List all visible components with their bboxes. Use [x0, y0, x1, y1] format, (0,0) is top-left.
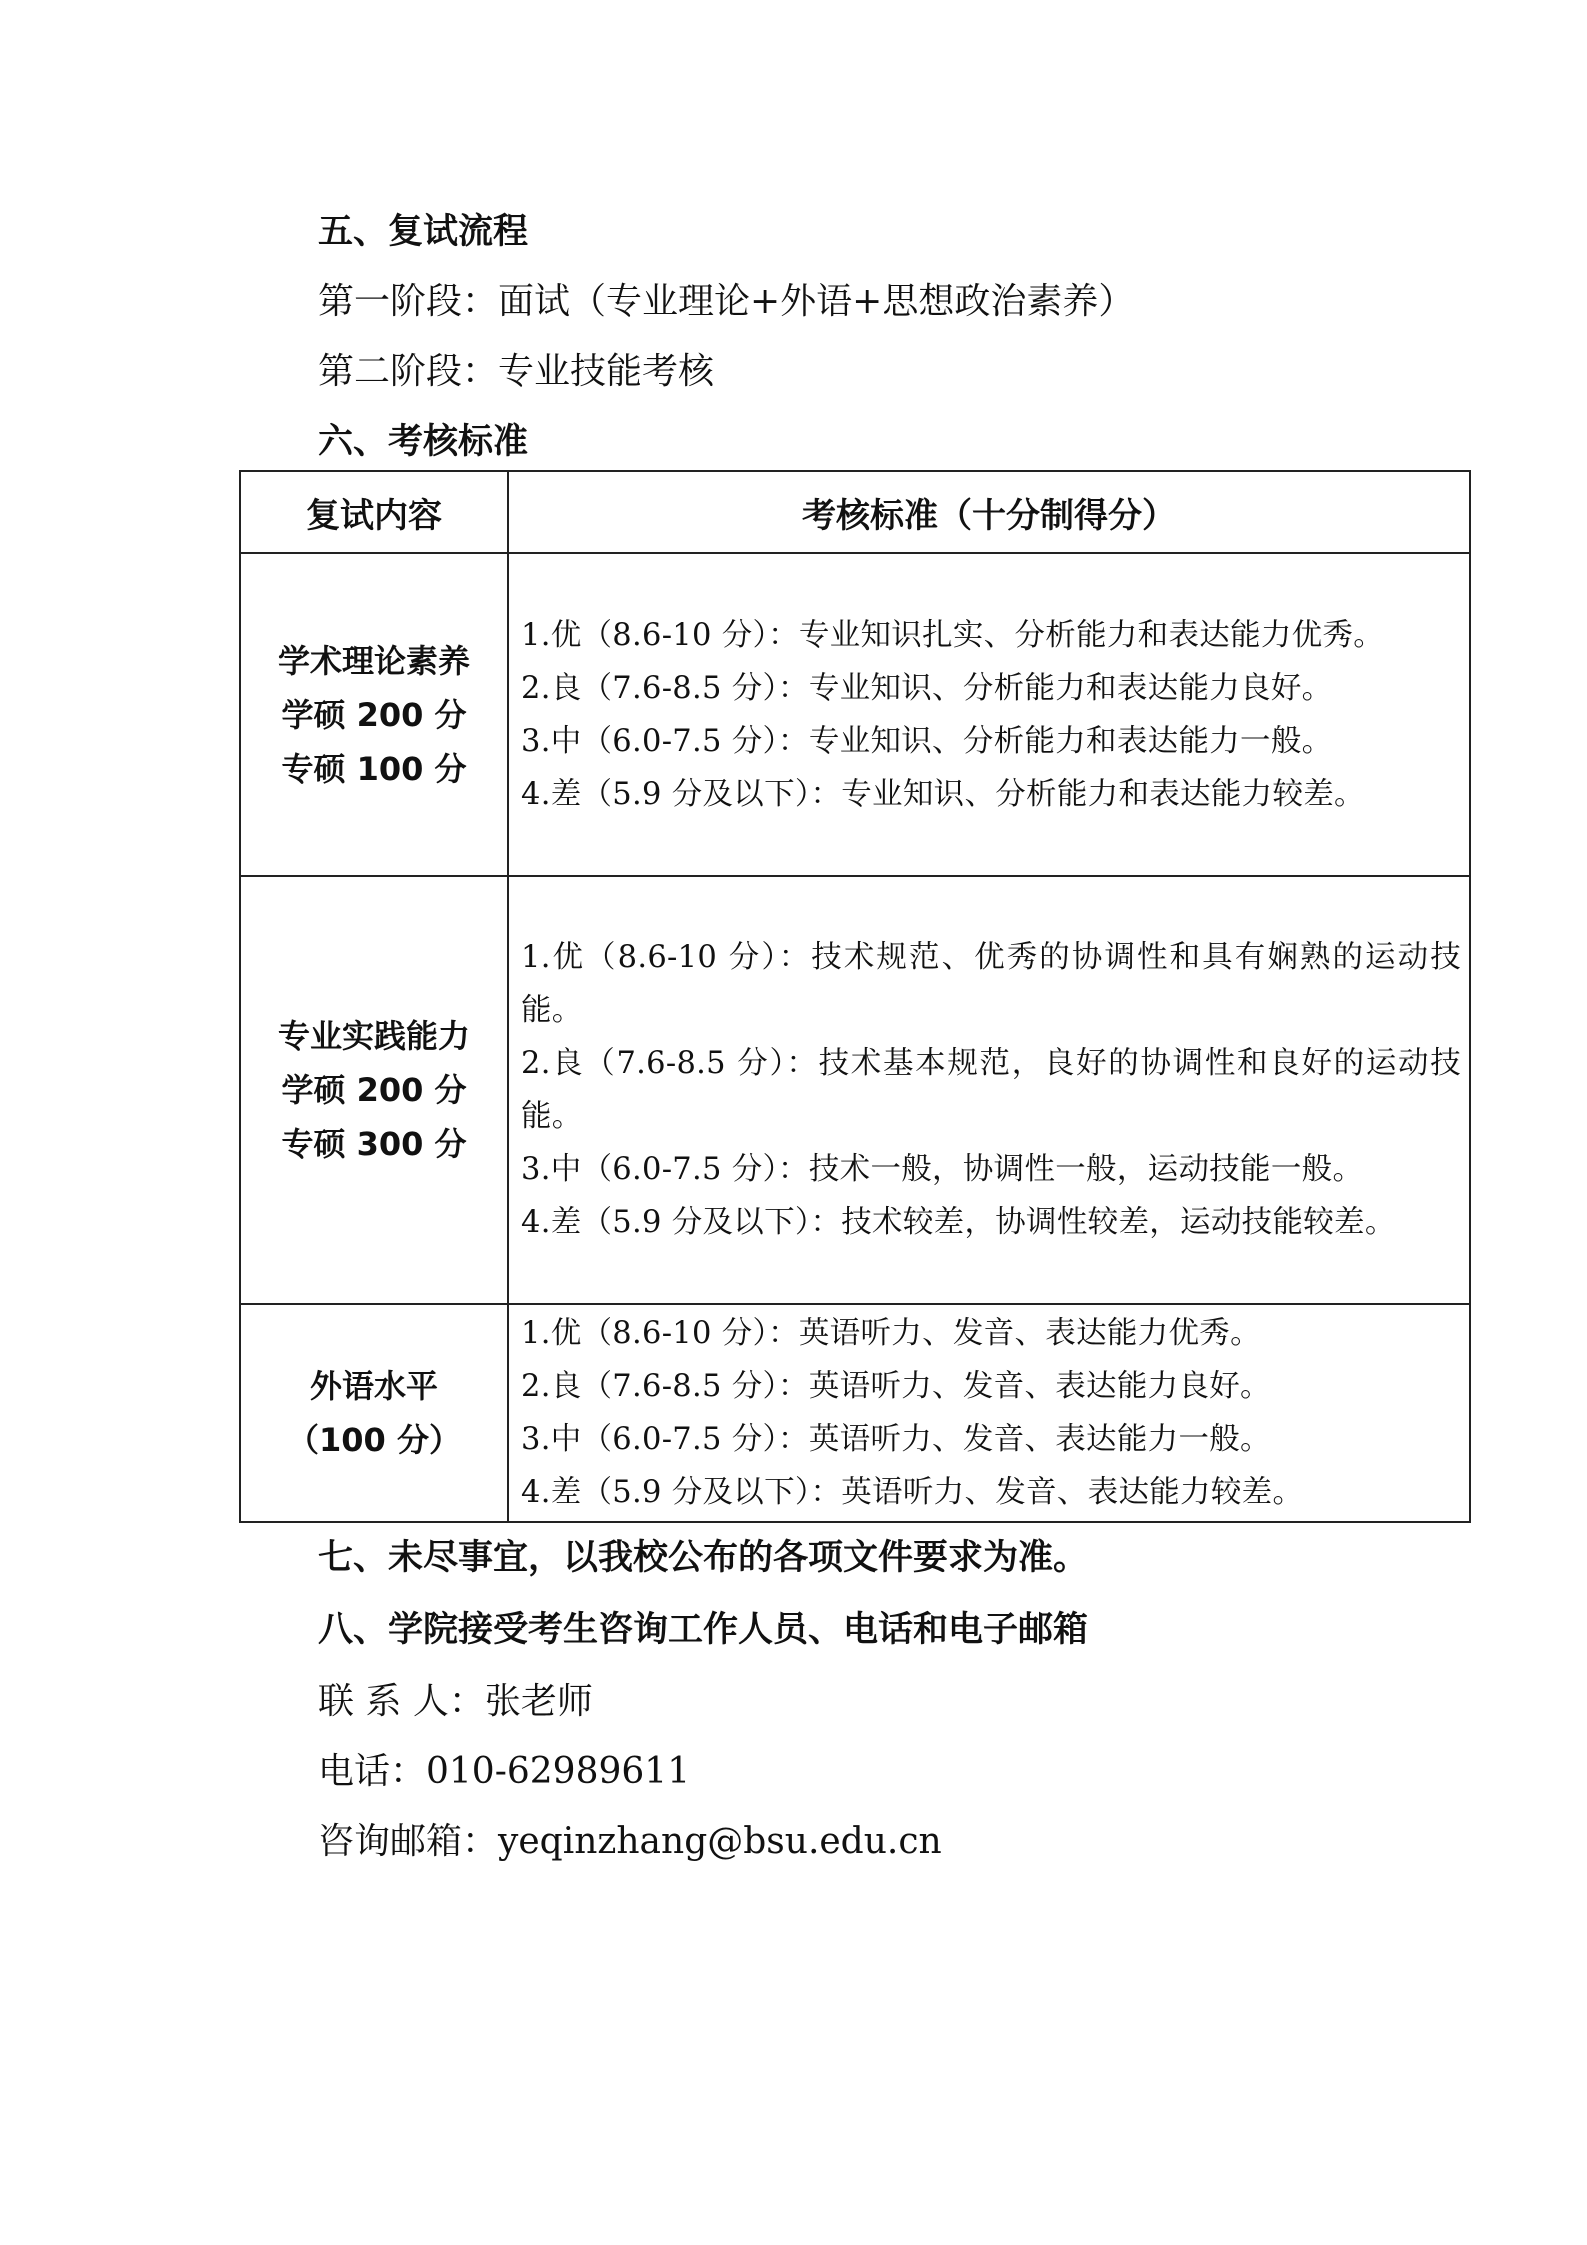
- table-row: [240, 553, 1470, 876]
- section-8-title: 八、学院接受考生咨询工作人员、电话和电子邮箱: [318, 1610, 1089, 1650]
- category-title: 学术理论素养: [277, 641, 470, 680]
- section-5-title: 五、复试流程: [318, 212, 529, 252]
- category-title: 专业实践能力: [277, 1017, 470, 1055]
- criteria-item: 1.优（8.6-10 分）：技术规范、优秀的协调性和具有娴熟的运动技能。: [521, 940, 1461, 1028]
- criteria-cell: [508, 1304, 1470, 1522]
- contact-email: 咨询邮箱：yeqinzhang@bsu.edu.cn: [318, 1821, 942, 1862]
- assessment-standards-table: [239, 470, 1471, 1523]
- table-header-row: [240, 471, 1470, 553]
- criteria-item: 4.差（5.9 分及以下）：技术较差，协调性较差，运动技能较差。: [521, 1205, 1396, 1240]
- section-5-stage-2: 第二阶段：专业技能考核: [318, 351, 715, 392]
- criteria-item: 1.优（8.6-10 分）：专业知识扎实、分析能力和表达能力优秀。: [521, 617, 1385, 653]
- criteria-item: 3.中（6.0-7.5 分）：专业知识、分析能力和表达能力一般。: [521, 723, 1333, 759]
- category-cell: [240, 876, 508, 1304]
- criteria-item: 4.差（5.9 分及以下）：英语听力、发音、表达能力较差。: [521, 1475, 1304, 1510]
- contact-phone: 电话：010-62989611: [318, 1751, 691, 1792]
- section-6-title: 六、考核标准: [318, 422, 529, 462]
- criteria-item: 1.优（8.6-10 分）：英语听力、发音、表达能力优秀。: [521, 1316, 1261, 1351]
- category-score: 学硕 200 分: [281, 695, 467, 734]
- category-cell: [240, 1304, 508, 1522]
- criteria-item: 2.良（7.6-8.5 分）：专业知识、分析能力和表达能力良好。: [521, 670, 1333, 706]
- criteria-item: 3.中（6.0-7.5 分）：英语听力、发音、表达能力一般。: [521, 1422, 1271, 1457]
- category-score: 专硕 100 分: [281, 749, 467, 788]
- criteria-cell: [508, 553, 1470, 876]
- contact-person: 联 系 人：张老师: [318, 1681, 593, 1722]
- table-row: [240, 876, 1470, 1304]
- criteria-item: 3.中（6.0-7.5 分）：技术一般，协调性一般，运动技能一般。: [521, 1152, 1364, 1187]
- criteria-item: 2.良（7.6-8.5 分）：英语听力、发音、表达能力良好。: [521, 1369, 1271, 1404]
- header-retest-content: 复试内容: [240, 471, 508, 553]
- table-row: [240, 1304, 1470, 1522]
- section-7-title: 七、未尽事宜，以我校公布的各项文件要求为准。: [318, 1538, 1089, 1578]
- criteria-item: 2.良（7.6-8.5 分）：技术基本规范，良好的协调性和良好的运动技能。: [521, 1046, 1461, 1134]
- criteria-cell: [508, 876, 1470, 1304]
- section-5-stage-1: 第一阶段：面试（专业理论+外语+思想政治素养）: [318, 281, 1135, 322]
- category-cell: [240, 553, 508, 876]
- category-score: 学硕 200 分: [281, 1071, 467, 1109]
- criteria-item: 4.差（5.9 分及以下）：专业知识、分析能力和表达能力较差。: [521, 776, 1365, 812]
- category-title: 外语水平: [309, 1367, 438, 1405]
- category-score: （100 分）: [287, 1421, 461, 1459]
- category-score: 专硕 300 分: [281, 1125, 467, 1163]
- header-assessment-standard: 考核标准（十分制得分）: [508, 471, 1470, 553]
